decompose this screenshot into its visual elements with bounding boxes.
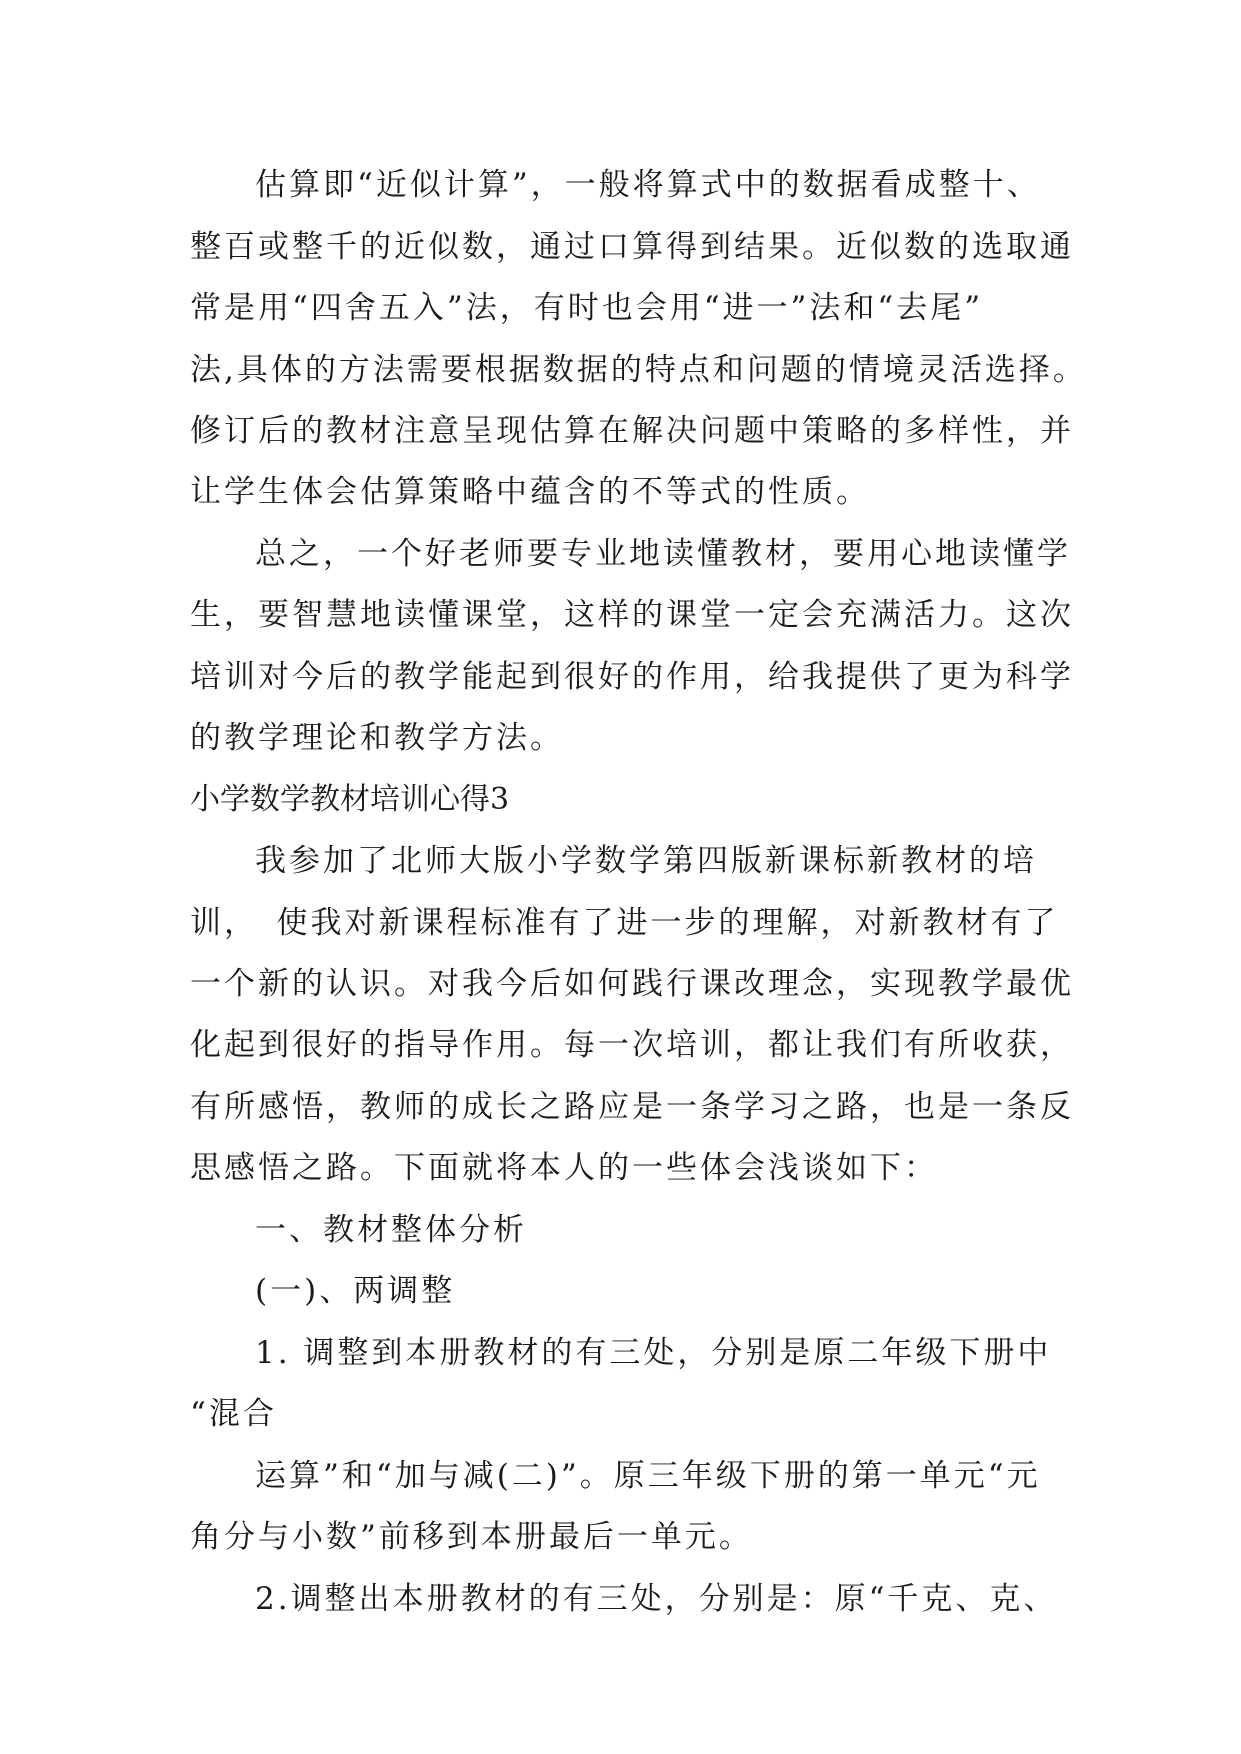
subheading: (一)、两调整	[255, 1273, 456, 1309]
paragraph-line: 角分与小数”前移到本册最后一单元。	[190, 1519, 753, 1555]
paragraph-line: 化起到很好的指导作用。每一次培训，都让我们有所收获，	[190, 1027, 1074, 1063]
paragraph-line: 1. 调整到本册教材的有三处，分别是原二年级下册中	[255, 1335, 1052, 1371]
paragraph-line: 的教学理论和教学方法。	[190, 720, 564, 756]
paragraph-line: 思感悟之路。下面就将本人的一些体会浅谈如下：	[190, 1150, 938, 1186]
paragraph-line: 修订后的教材注意呈现估算在解决问题中策略的多样性，并	[190, 413, 1074, 449]
paragraph-line: 有所感悟，教师的成长之路应是一条学习之路，也是一条反	[190, 1089, 1074, 1125]
paragraph-line: 一个新的认识。对我今后如何践行课改理念，实现教学最优	[190, 966, 1074, 1002]
paragraph-line: 总之，一个好老师要专业地读懂教材，要用心地读懂学	[255, 536, 1071, 572]
paragraph-line: 生，要智慧地读懂课堂，这样的课堂一定会充满活力。这次	[190, 597, 1074, 633]
paragraph-line: 常是用“四舍五入”法，有时也会用“进一”法和“去尾”	[190, 290, 984, 326]
paragraph-line: 整百或整千的近似数，通过口算得到结果。近似数的选取通	[190, 229, 1074, 265]
paragraph-line: 培训对今后的教学能起到很好的作用，给我提供了更为科学	[190, 659, 1074, 695]
section-title: 小学数学教材培训心得3	[190, 782, 510, 817]
paragraph-line: 让学生体会估算策略中蕴含的不等式的性质。	[190, 474, 870, 510]
paragraph-line: 训， 使我对新课程标准有了进一步的理解，对新教材有了	[190, 905, 1059, 941]
paragraph-line: 2.调整出本册教材的有三处，分别是：原“千克、克、	[255, 1581, 1058, 1617]
paragraph-line: “混合	[190, 1396, 277, 1432]
paragraph-line: 法,具体的方法需要根据数据的特点和问题的情境灵活选择。	[190, 352, 1087, 388]
paragraph-line: 我参加了北师大版小学数学第四版新课标新教材的培	[255, 843, 1037, 879]
paragraph-line: 估算即“近似计算”，一般将算式中的数据看成整十、	[255, 167, 1041, 203]
paragraph-line: 运算”和“加与减(二)”。原三年级下册的第一单元“元	[255, 1458, 1041, 1494]
subheading: 一、教材整体分析	[255, 1212, 527, 1248]
